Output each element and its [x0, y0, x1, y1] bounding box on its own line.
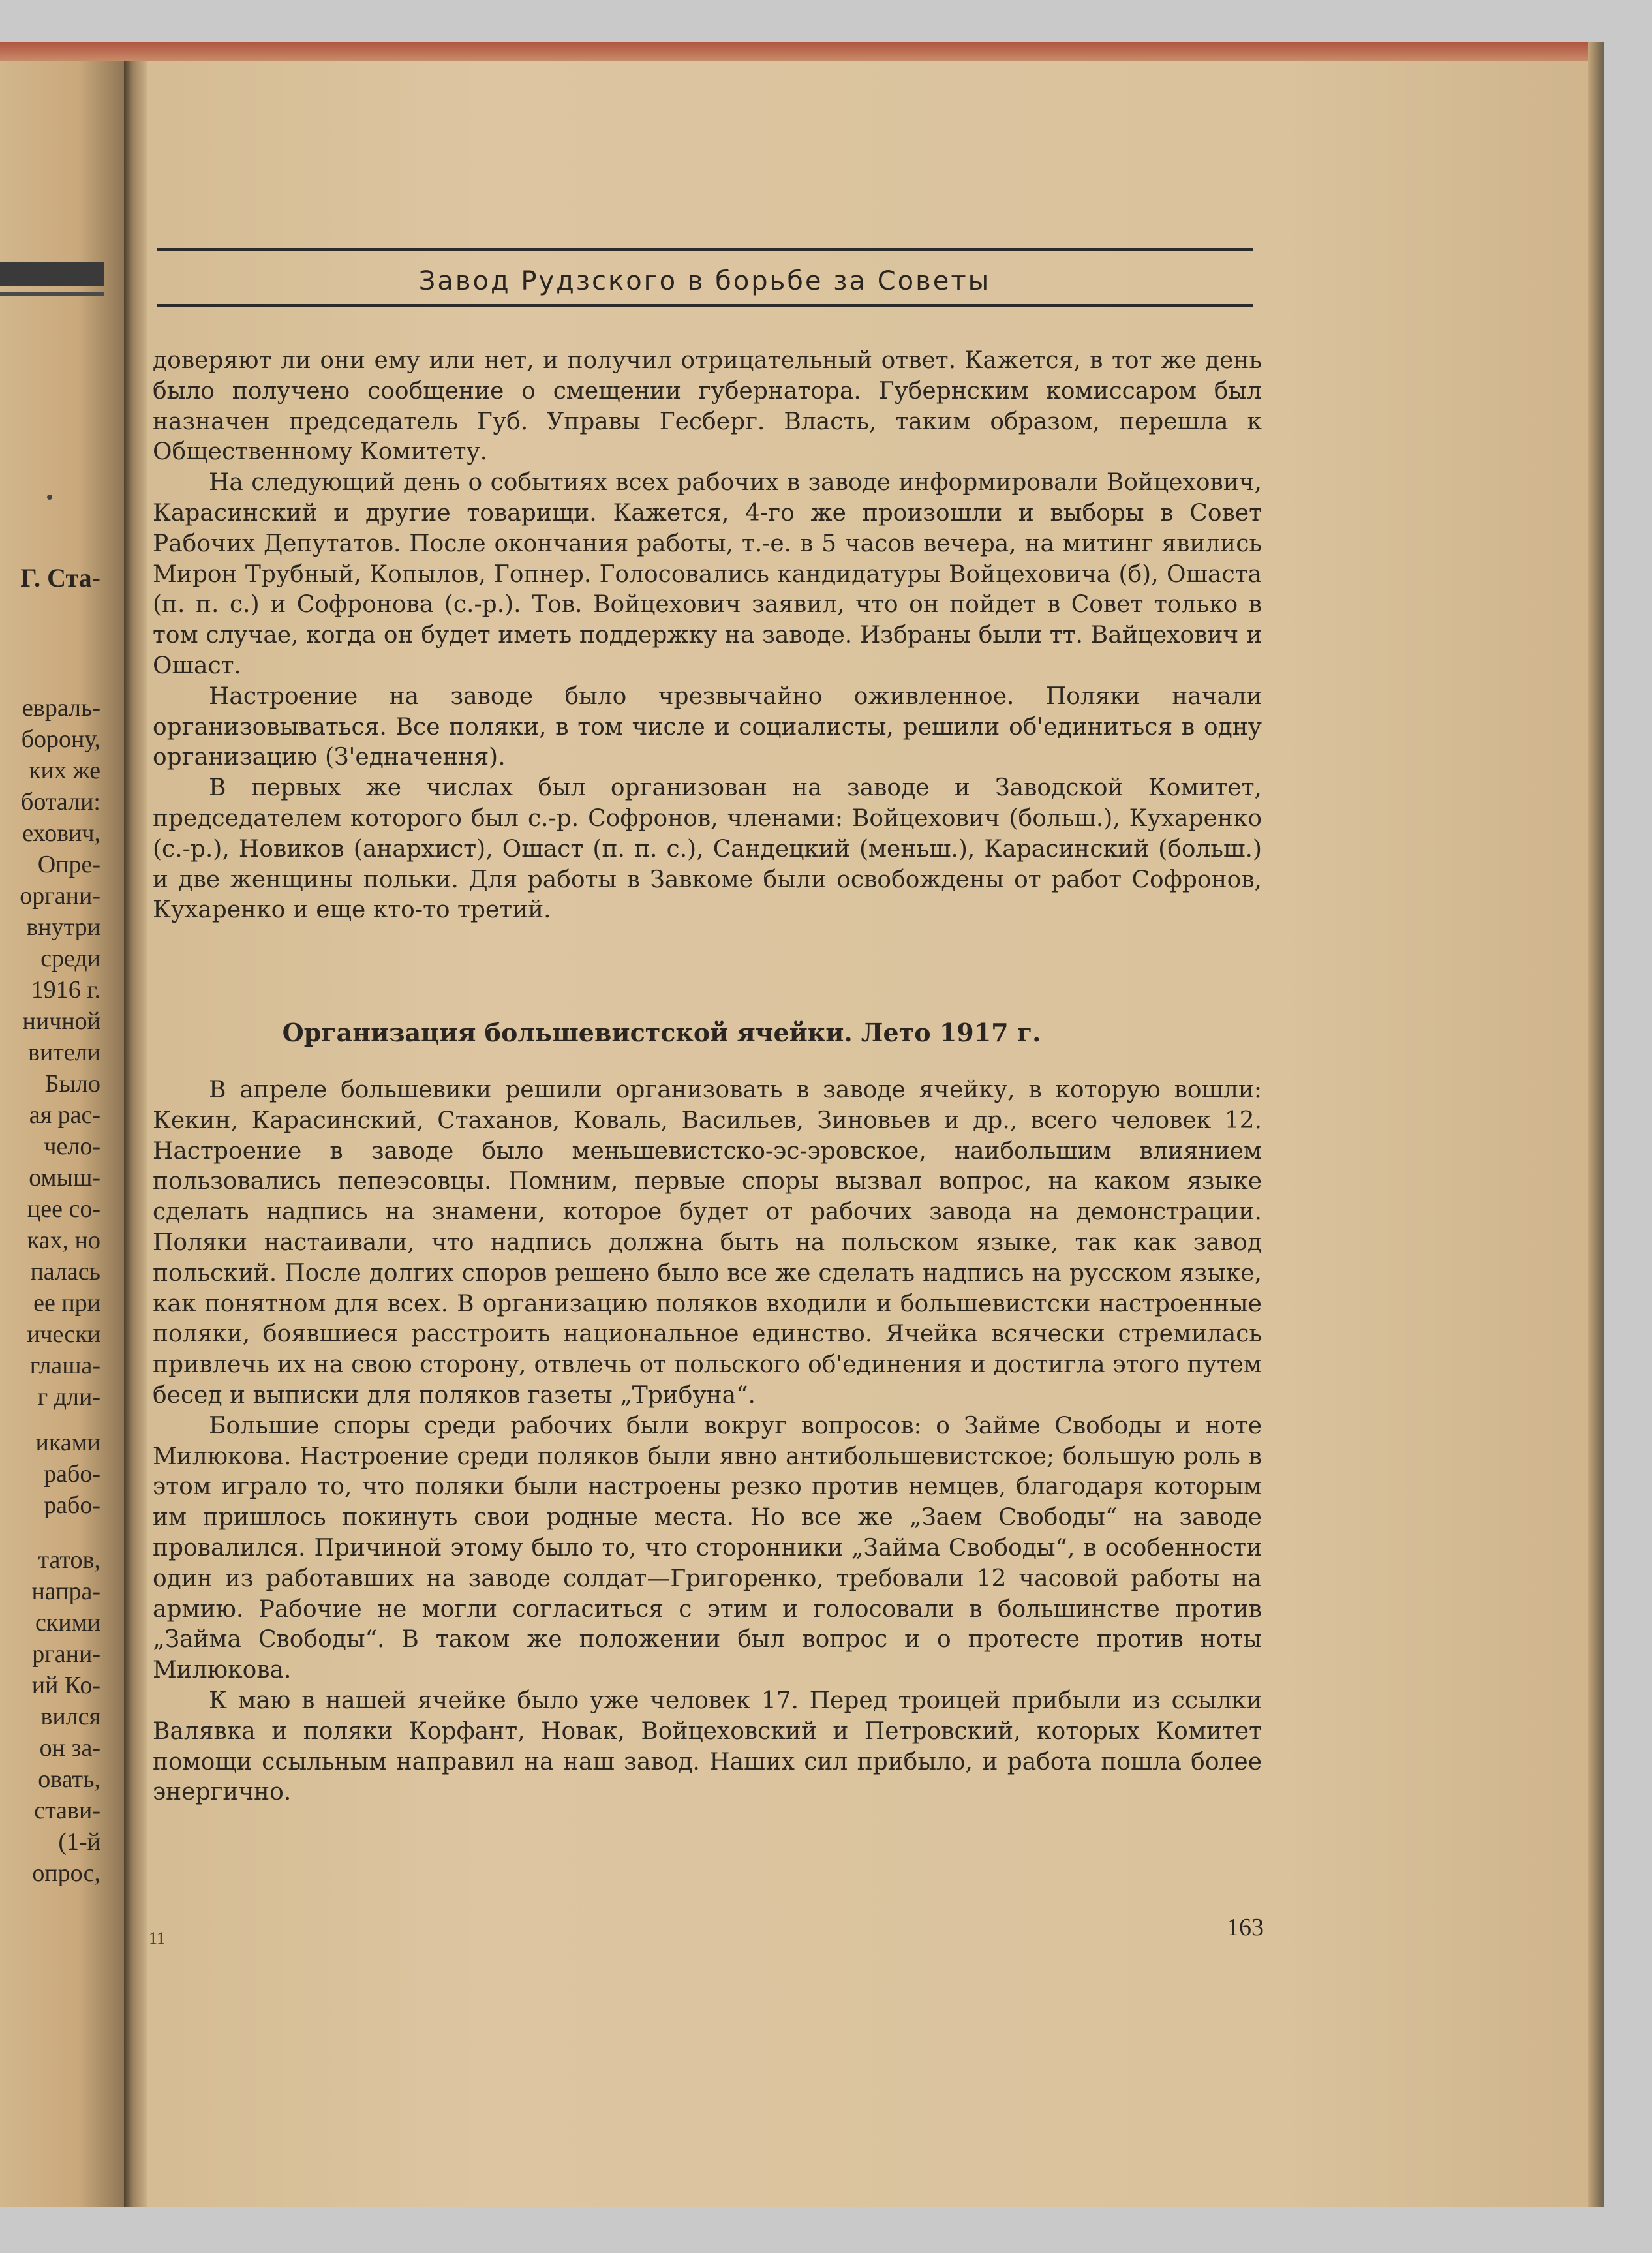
left-page-fragment: 1916 г. — [31, 976, 100, 1004]
left-page-header-rule-thin — [0, 292, 104, 296]
paragraph: К маю в нашей ячейке было уже человек 17. Перед троицей прибыли из ссылки Валявка и поляки Корфант, Новак, Войцеховский и Петровский, которых Комитет помощи ссыльным направил на наш завод. Наших сил прибыло, и работа пошла более энергично. — [153, 1687, 1262, 1806]
signature-mark: 11 — [149, 1929, 166, 1948]
left-page-fragment: ически — [27, 1321, 100, 1348]
left-page-fragment: опрос, — [32, 1860, 100, 1887]
body-text-section-1 — [153, 346, 1262, 926]
body-text-section-2 — [153, 1075, 1262, 1808]
left-page-fragment: чело- — [44, 1133, 100, 1160]
book-gutter — [124, 61, 147, 2207]
left-page-fragment: вители — [27, 1039, 100, 1066]
paragraph: Большие споры среди рабочих были вокруг вопросов: о Займе Свободы и ноте Милюкова. Настроение среди поляков были явно антибольшевистское; большую роль в этом играло то, что поляки были настроены резко против немцев, благодаря которым им пришлось покинуть свои родные места. Но все же „Заем Свободы“ на заводе провалился. Причиной этому было то, что сторонники „Займа Свободы“, в особенности один из работавших на заводе солдат—Григоренко, требовали 12 часовой работы на армию. Рабочие не могли согласиться с этим и голосовали в большинстве против „Займа Свободы“. В таком же положении был вопрос и о протесте против ноты Милюкова. — [153, 1412, 1262, 1684]
header-rule-top — [157, 248, 1253, 251]
left-page-fragment: органи- — [20, 882, 100, 910]
page-number: 163 — [1227, 1914, 1264, 1941]
paragraph: доверяют ли они ему или нет, и получил отрицательный ответ. Кажется, в тот же день было получено сообщение о смещении губернатора. Губернским комиссаром был назначен председатель Губ. Управы Гесберг. Власть, таким образом, перешла к Общественному Комитету. — [153, 347, 1262, 466]
paragraph: Настроение на заводе было чрезвычайно оживленное. Поляки начали организовываться. Все поляки, в том числе и социалисты, решили об'единиться в одну организацию (З'едначення). — [153, 682, 1262, 771]
left-page-fragment: овать, — [38, 1766, 100, 1793]
left-page-fragment: напра- — [31, 1578, 100, 1605]
left-page-fragment: Опре- — [37, 851, 100, 878]
left-page-fragment: ких же — [29, 757, 100, 784]
left-page-fragment: омыш- — [29, 1164, 100, 1191]
left-page-fragment: скими — [35, 1609, 100, 1636]
left-page-fragment: он за- — [39, 1734, 100, 1762]
left-page-fragment: ках, но — [27, 1227, 100, 1254]
left-page-fragment: Г. Ста- — [20, 563, 100, 592]
left-page-header-rule — [0, 262, 104, 286]
left-page-fragment: татов, — [38, 1546, 100, 1574]
left-page-fragment: ботали: — [21, 788, 100, 816]
left-page-fragment: ничной — [22, 1007, 100, 1035]
left-page-fragment: ехович, — [22, 820, 100, 847]
left-page-fragment: ая рас- — [29, 1101, 100, 1129]
paragraph: В апреле большевики решили организовать в заводе ячейку, в которую вошли: Кекин, Карасинский, Стаханов, Коваль, Васильев, Зиновьев и др., всего человек 12. Настроение в заводе было меньшевистско-эс-эровское, наибольшим влиянием пользовались пепеэсовцы. Помним, первые споры вызвал вопрос, на каком языке сделать надпись на знамени, которое будет от рабочих завода на демонстрации. Поляки настаивали, что надпись должна быть на польском языке, так как завод польский. После долгих споров решено было все же сделать надпись на русском языке, как понятном для всех. В организацию поляков входили и большевистски настроенные поляки, боявшиеся расстроить национальное единство. Ячейка всячески стремилась привлечь их на свою сторону, отвлечь от польского об'единения и достигла этого путем бесед и выписки для поляков газеты „Трибуна“. — [153, 1077, 1262, 1409]
book-cover-edge — [0, 42, 1604, 61]
left-page-dot — [47, 495, 52, 500]
paragraph: В первых же числах был организован на заводе и Заводской Комитет, председателем которого был с.-р. Софронов, членами: Войцехович (больш.), Кухаренко (с.-р.), Новиков (анархист), Ошаст (п. п. с.), Сандецкий (меньш.), Карасинский (больш.) и две женщины польки. Для работы в Завкоме были освобождены от работ Софронов, Кухаренко и еще кто-то третий. — [153, 774, 1262, 924]
left-page-fragment: среди — [40, 945, 100, 972]
paragraph: На следующий день о событиях всех рабочих в заводе информировали Войцехович, Карасинский и другие товарищи. Кажется, 4-го же произошли и выборы в Совет Рабочих Депутатов. После окончания работы, т.-е. в 5 часов вечера, на митинг явились Мирон Трубный, Копылов, Гопнер. Голосовались кандидатуры Войцеховича (б), Ошаста (п. п. с.) и Софронова (с.-р.). Тов. Войцехович заявил, что он пойдет в Совет только в том случае, когда он будет иметь поддержку на заводе. Избраны были тт. Вайцехович и Ошаст. — [153, 469, 1262, 679]
section-heading: Организация большевистской ячейки. Лето 1917 г. — [282, 1018, 1041, 1047]
left-page-fragment: стави- — [34, 1797, 100, 1824]
left-page-fragment: (1-й — [58, 1828, 100, 1856]
left-page-fragment: рабо- — [44, 1492, 100, 1519]
left-page — [0, 61, 130, 2207]
left-page-fragment: вился — [40, 1703, 100, 1730]
left-page-fragment: палась — [30, 1258, 100, 1285]
left-page-fragment: г дли- — [37, 1383, 100, 1411]
left-page-fragment: ргани- — [32, 1640, 100, 1668]
running-head: Завод Рудзского в борьбе за Советы — [418, 266, 991, 296]
header-rule-bottom — [157, 304, 1253, 307]
left-page-fragment: иками — [35, 1429, 100, 1456]
left-page-fragment: борону, — [21, 726, 100, 753]
left-page-fragment: рабо- — [44, 1460, 100, 1488]
page-block-edge — [1588, 42, 1604, 2207]
left-page-fragment: внутри — [26, 913, 100, 941]
left-page-fragment: ий Ко- — [31, 1672, 100, 1699]
left-page-fragment: цее со- — [27, 1195, 100, 1223]
left-page-fragment: евраль- — [22, 694, 100, 722]
left-page-fragment: глаша- — [29, 1352, 100, 1379]
left-page-fragment: Было — [44, 1070, 100, 1097]
left-page-fragment: ее при — [33, 1289, 100, 1317]
